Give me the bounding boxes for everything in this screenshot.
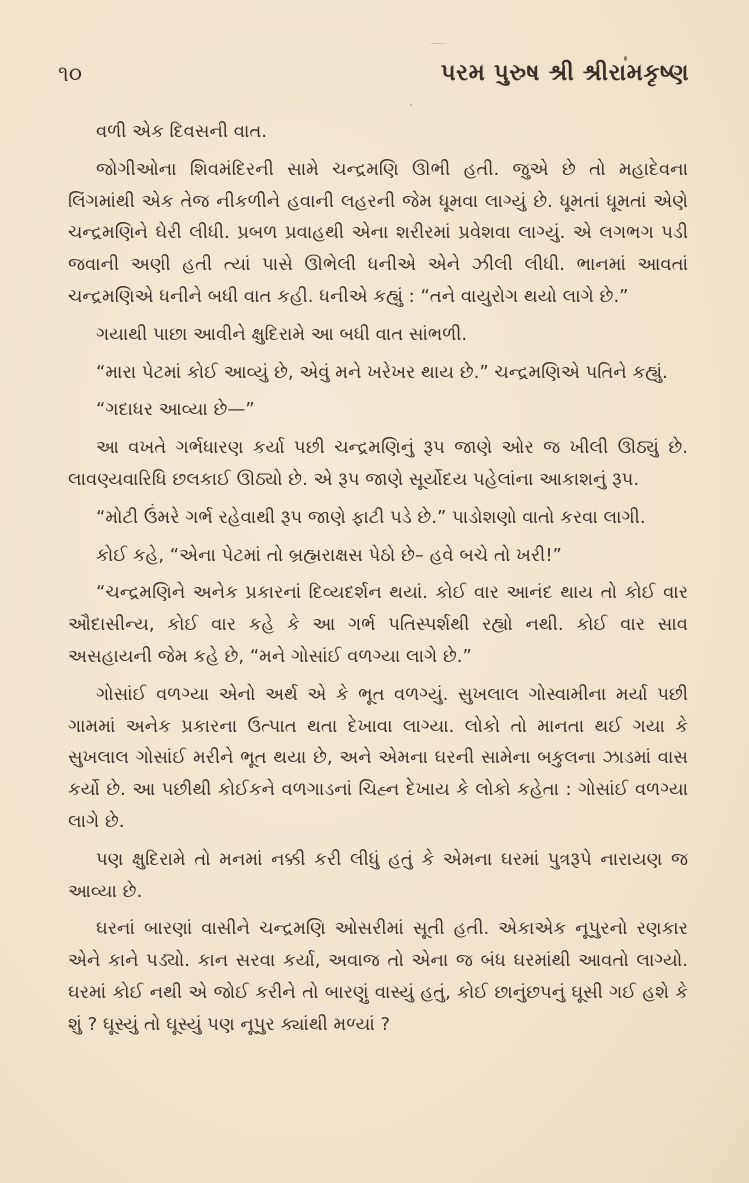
paragraph: ગોસાંઈ વળગ્યા એનો અર્થ એ કે ભૂત વળગ્યું. સુખલાલ ગોસ્વામીના મર્યા પછી ગામમાં અનેક પ્રકારના ઉત્પાત થતા દેખાવા લાગ્યા. લોકો તો માનતા થઈ ગયા કે સુખલાલ ગોસાંઈ મરીને ભૂત થયા છે, અને એમના ઘરની સામેના બકુલના ઝાડમાં વાસ કર્યો છે. આ પછીથી કોઈકને વળગાડનાં ચિહ્ન દેખાય કે લોકો કહેતા : ગોસાંઈ વળગ્યા લાગે છે.: [68, 683, 688, 832]
page-number: ૧૦: [58, 62, 83, 87]
paragraph: કોઈ કહે, “એના પેટમાં તો બ્રહ્મરાક્ષસ પેઠો છે– હવે બચે તો ખરી!”: [96, 544, 562, 566]
body-text: [68, 116, 688, 1047]
page-header: [58, 62, 689, 96]
running-title: પરમ પુરુષ શ્રી શ્રીરામકૃષ્ણ: [440, 60, 689, 86]
paragraph: ઘરનાં બારણાં વાસીને ચન્દ્રમણિ ઓસરીમાં સૂતી હતી. એકાએક નૂપુરનો રણકાર એને કાને પડ્યો. કાન સરવા કર્યા, અવાજ તો એના જ બંધ ઘરમાંથી આવતો લાગ્યો. ઘરમાં કોઈ નથી એ જોઈ કરીને તો બારણું વાસ્યું હતું, કોઈ છાનુંછપનું ઘૂસી ગઈ હશે કે શું ? ઘૂસ્યું તો ઘૂસ્યું પણ નૂપુર ક્યાંથી મળ્યાં ?: [68, 918, 688, 1035]
paper-speck: [430, 43, 446, 44]
paragraph: “ચન્દ્રમણિને અનેક પ્રકારનાં દિવ્યદર્શન થયાં. કોઈ વાર આનંદ થાય તો કોઈ વાર ઔદાસીન્ય, કોઈ વાર કહે કે આ ગર્ભ પતિસ્પર્શથી રહ્યો નથી. કોઈ વાર સાવ અસહાયની જેમ કહે છે, “મને ગોસાંઈ વળગ્યા લાગે છે.”: [68, 582, 688, 667]
paragraph: પણ ક્ષુદિરામે તો મનમાં નક્કી કરી લીધું હતું કે એમના ઘરમાં પુત્રરૂપે નારાયણ જ આવ્યા છે.: [68, 848, 688, 902]
paragraph: “મોટી ઉંમરે ગર્ભ રહેવાથી રૂપ જાણે ફાટી પડે છે.” પાડોશણો વાતો કરવા લાગી.: [96, 506, 646, 528]
paragraph: “મારા પેટમાં કોઈ આવ્યું છે, એવું મને ખરેખર થાય છે.” ચન્દ્રમણિએ પતિને કહ્યું.: [96, 361, 668, 383]
paper-speck: [410, 104, 412, 106]
paragraph: જોગીઓના શિવમંદિરની સામે ચન્દ્રમણિ ઊભી હતી. જુએ છે તો મહાદેવના લિંગમાંથી એક તેજ નીકળીને હવાની લહરની જેમ ધૂમવા લાગ્યું છે. ધૂમતાં ધૂમતાં એણે ચન્દ્રમણિને ઘેરી લીધી. પ્રબળ પ્રવાહથી એના શરીરમાં પ્રવેશવા લાગ્યું. એ લગભગ પડી જવાની અણી હતી ત્યાં પાસે ઊભેલી ધનીએ એને ઝીલી લીધી. ભાનમાં આવતાં ચન્દ્રમણિએ ધનીને બધી વાત કહી. ધનીએ કહ્યું : “તને વાયુરોગ થયો લાગે છે.”: [68, 158, 688, 307]
paragraph: ગયાથી પાછા આવીને ક્ષુદિરામે આ બધી વાત સાંભળી.: [96, 323, 468, 345]
paragraph: આ વખતે ગર્ભધારણ કર્યા પછી ચન્દ્રમણિનું રૂપ જાણે ઓર જ ખીલી ઊઠ્યું છે. લાવણ્યવારિધિ છલકાઈ ઊઠ્યો છે. એ રૂપ જાણે સૂર્યોદય પહેલાંના આકાશનું રૂપ.: [68, 437, 688, 490]
paragraph: વળી એક દિવસની વાત.: [96, 121, 268, 142]
paragraph: “ગદાધર આવ્યા છે—”: [96, 399, 255, 421]
